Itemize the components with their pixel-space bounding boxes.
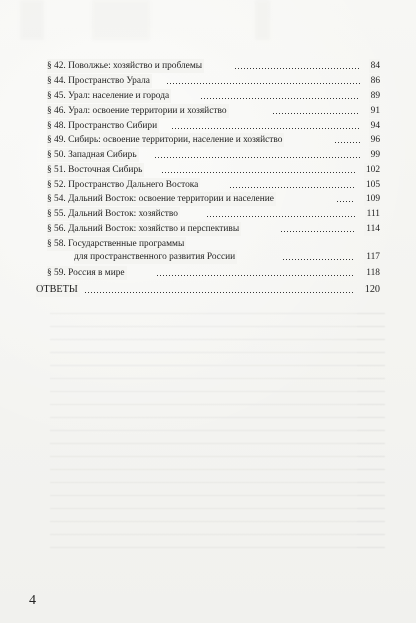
toc-entry-45-label: § 45. Урал: население и города xyxy=(47,91,170,101)
toc-entry-54-leader xyxy=(336,201,355,202)
toc-entry-58-line2: для пространственного развития России xyxy=(74,252,236,262)
toc-entry-59-leader xyxy=(156,275,355,276)
toc-entry-49 xyxy=(36,133,380,147)
toc-entry-59-label: § 59. Россия в мире xyxy=(47,268,125,278)
toc-entry-51-page: 102 xyxy=(365,165,380,175)
toc-entry-42-leader xyxy=(234,68,360,69)
toc-entry-49-label: § 49. Сибирь: освоение территории, население и хозяйство xyxy=(47,135,283,145)
toc-entry-48-page: 94 xyxy=(370,121,380,131)
toc-entry-48-label: § 48. Пространство Сибири xyxy=(47,121,158,131)
toc-entry-55-page: 111 xyxy=(366,209,380,219)
toc-entry-42 xyxy=(36,59,380,73)
toc-entry-56-leader xyxy=(280,231,355,232)
toc-entry-46-leader xyxy=(272,113,360,114)
toc-entry-52-leader xyxy=(229,187,355,188)
toc-entry-58 xyxy=(36,237,380,265)
toc-entry-answers-leader xyxy=(84,292,355,293)
toc-entry-51-leader xyxy=(161,172,355,173)
toc-entry-56-page: 114 xyxy=(366,224,380,234)
toc-entry-50-page: 99 xyxy=(370,150,380,160)
page-number: 4 xyxy=(29,593,36,608)
toc-entry-42-page: 84 xyxy=(370,61,380,71)
toc-entry-42-label: § 42. Поволжье: хозяйство и проблемы xyxy=(47,61,203,71)
toc-entry-49-leader xyxy=(334,142,360,143)
toc-entry-52-label: § 52. Пространство Дальнего Востока xyxy=(47,180,199,190)
toc-entry-52 xyxy=(36,178,380,192)
toc-entry-44-leader xyxy=(166,83,360,84)
toc-entry-52-page: 105 xyxy=(365,180,380,190)
toc-entry-45-leader xyxy=(200,98,360,99)
toc-entry-55-label: § 55. Дальний Восток: хозяйство xyxy=(47,209,178,219)
toc-entry-45 xyxy=(36,89,380,103)
toc-entry-49-page: 96 xyxy=(370,135,380,145)
toc-entry-56-label: § 56. Дальний Восток: хозяйство и перспективы xyxy=(47,224,240,234)
toc-entry-46-label: § 46. Урал: освоение территории и хозяйство xyxy=(47,106,227,116)
toc-entry-answers-label: ОТВЕТЫ xyxy=(36,284,78,295)
toc-entry-46 xyxy=(36,104,380,118)
show-through-top-shadow xyxy=(0,0,416,40)
toc-entry-45-page: 89 xyxy=(370,91,380,101)
toc-entry-55-leader xyxy=(206,216,355,217)
toc-entry-59-page: 118 xyxy=(366,268,380,278)
reverse-side-bleed-through xyxy=(50,305,385,560)
toc-entry-44-label: § 44. Пространство Урала xyxy=(47,76,150,86)
toc-entry-58-page: 117 xyxy=(366,252,380,262)
toc-entry-50 xyxy=(36,148,380,162)
toc-entry-46-page: 91 xyxy=(370,106,380,116)
toc-entry-50-label: § 50. Западная Сибирь xyxy=(47,150,137,160)
toc-entry-answers-page: 120 xyxy=(364,284,380,295)
toc-entry-55 xyxy=(36,207,380,221)
toc-entry-51-label: § 51. Восточная Сибирь xyxy=(47,165,143,175)
toc-entry-54 xyxy=(36,192,380,206)
toc-entry-54-page: 109 xyxy=(365,194,380,204)
toc-entry-51 xyxy=(36,163,380,177)
toc-entry-answers xyxy=(36,283,380,297)
toc-entry-44-page: 86 xyxy=(370,76,380,86)
toc-entry-48-leader xyxy=(171,128,360,129)
toc-entry-44 xyxy=(36,74,380,88)
toc-entry-54-label: § 54. Дальний Восток: освоение территории и население xyxy=(47,194,274,204)
toc-entry-50-leader xyxy=(154,157,360,158)
toc-entry-48 xyxy=(36,119,380,133)
toc-entry-58-leader xyxy=(282,259,355,260)
toc-entry-59 xyxy=(36,266,380,280)
toc-entry-58-label: § 58. Государственные программы xyxy=(47,239,185,249)
toc-entry-56 xyxy=(36,222,380,236)
